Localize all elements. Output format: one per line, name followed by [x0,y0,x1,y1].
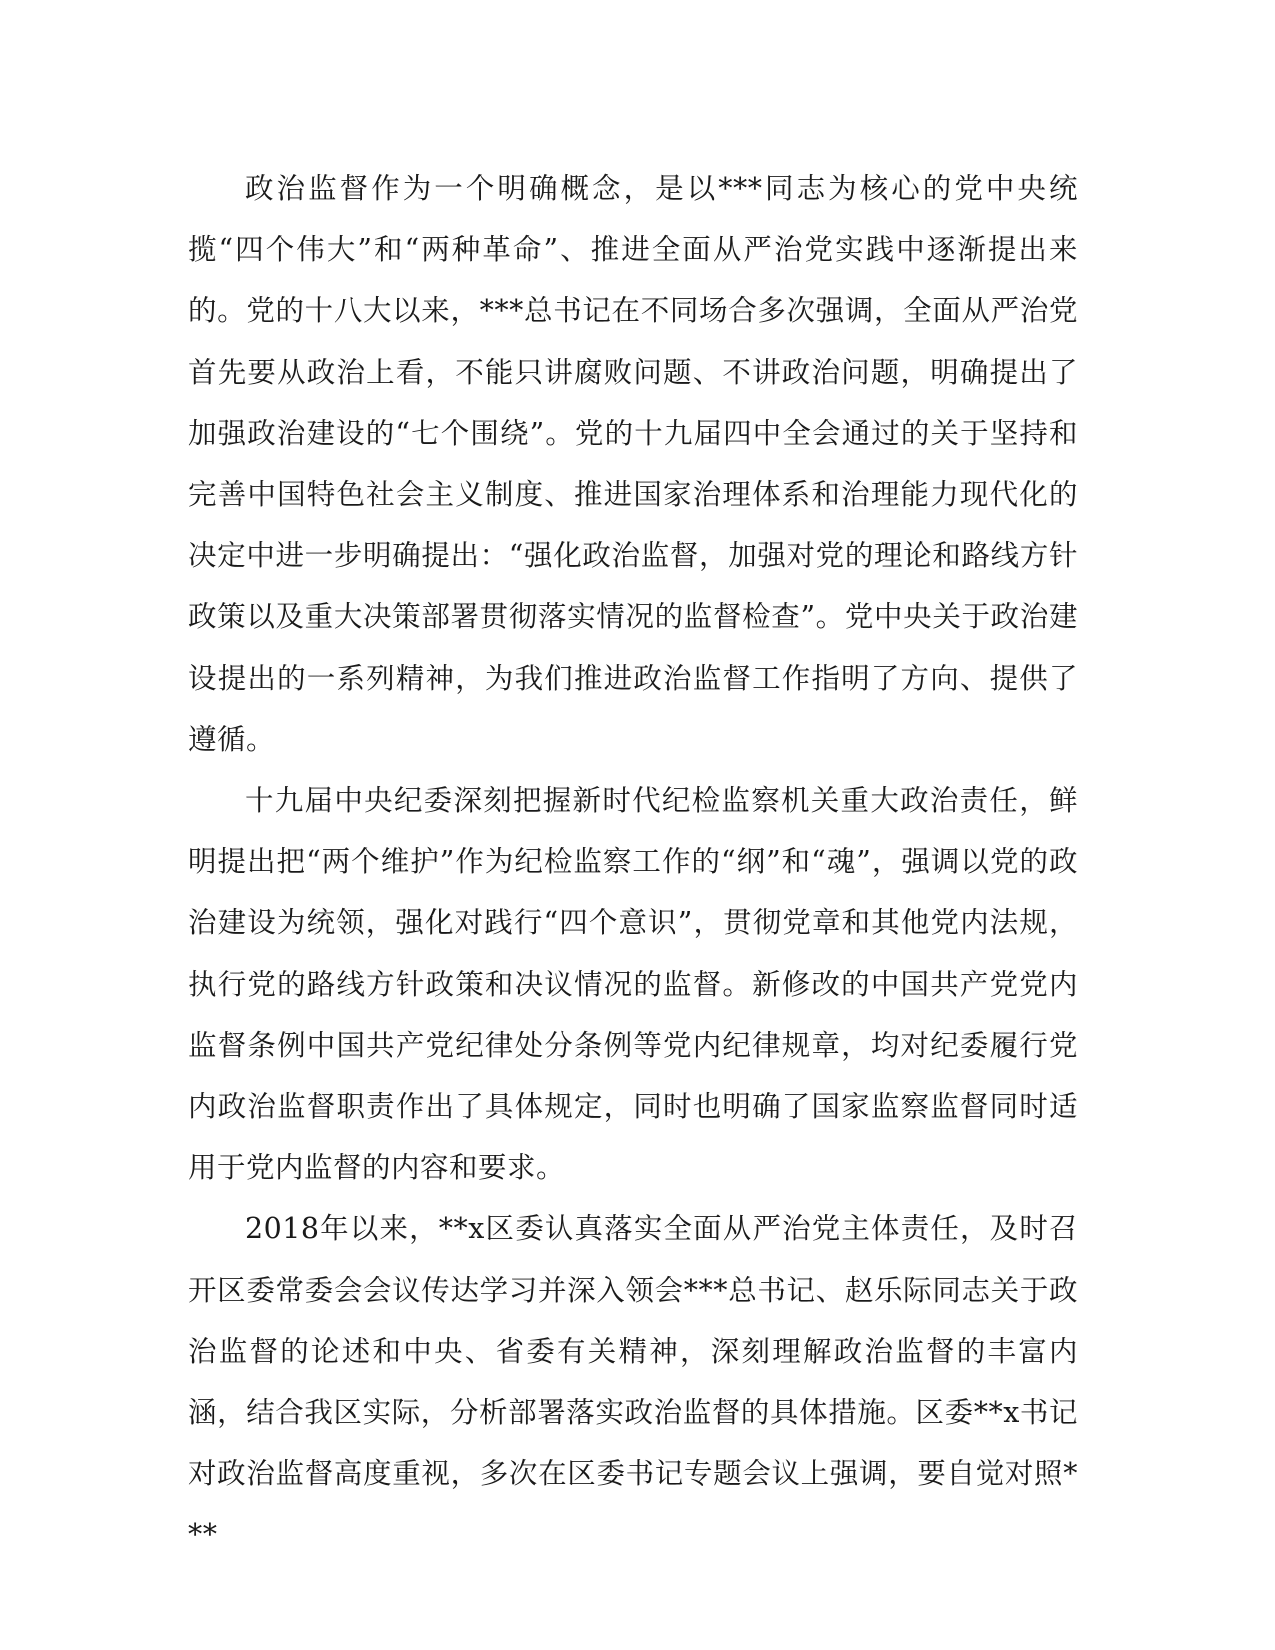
paragraph-district-committee-2018: 2018年以来，**x区委认真落实全面从严治党主体责任，及时召开区委常委会会议传达学习并深入领会***总书记、赵乐际同志关于政治监督的论述和中央、省委有关精神，深刻理解政治监督的丰富内涵，结合我区实际，分析部署落实政治监督的具体措施。区委**x书记对政治监督高度重视，多次在区委书记专题会议上强调，要自觉对照*** [188,1212,1078,1552]
document-body [188,158,1078,1566]
paragraph-central-discipline-commission: 十九届中央纪委深刻把握新时代纪检监察机关重大政治责任，鲜明提出把“两个维护”作为纪检监察工作的“纲”和“魂”，强调以党的政治建设为统领，强化对践行“四个意识”，贯彻党章和其他党内法规，执行党的路线方针政策和决议情况的监督。新修改的中国共产党党内监督条例中国共产党纪律处分条例等党内纪律规章，均对纪委履行党内政治监督职责作出了具体规定，同时也明确了国家监察监督同时适用于党内监督的内容和要求。 [188,784,1078,1185]
paragraph-political-supervision-concept: 政治监督作为一个明确概念，是以***同志为核心的党中央统揽“四个伟大”和“两种革命”、推进全面从严治党实践中逐渐提出来的。党的十八大以来，***总书记在不同场合多次强调，全面从严治党首先要从政治上看，不能只讲腐败问题、不讲政治问题，明确提出了加强政治建设的“七个围绕”。党的十九届四中全会通过的关于坚持和完善中国特色社会主义制度、推进国家治理体系和治理能力现代化的决定中进一步明确提出：“强化政治监督，加强对党的理论和路线方针政策以及重大决策部署贯彻落实情况的监督检查”。党中央关于政治建设提出的一系列精神，为我们推进政治监督工作指明了方向、提供了遵循。 [188,172,1078,756]
